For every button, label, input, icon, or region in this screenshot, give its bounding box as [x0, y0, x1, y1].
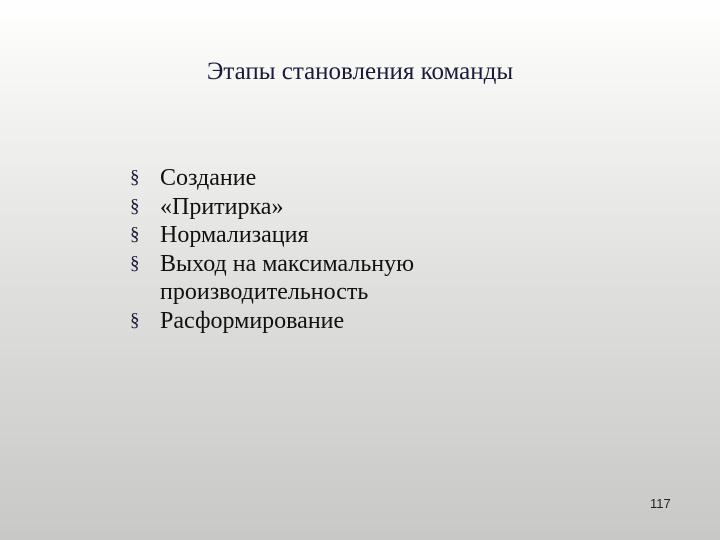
slide-title: Этапы становления команды [206, 58, 514, 85]
section-sign-bullet-icon: § [130, 252, 140, 274]
list-item [128, 164, 628, 193]
list-item-text: «Притирка» [160, 193, 284, 220]
list-item [128, 221, 628, 250]
list-item [128, 193, 628, 222]
page-number: 117 [650, 496, 671, 511]
list-item [128, 307, 628, 336]
list-item-text: Нормализация [160, 222, 309, 248]
list-item-text: Выход на максимальную производительность [160, 250, 415, 305]
bullet-list [128, 164, 628, 335]
list-item [128, 250, 628, 307]
section-sign-bullet-icon: § [130, 195, 140, 217]
section-sign-bullet-icon: § [130, 167, 140, 188]
section-sign-bullet-icon: § [130, 224, 140, 245]
list-item-text: Расформирование [160, 307, 345, 334]
list-item-text: Создание [160, 165, 257, 191]
section-sign-bullet-icon: § [130, 309, 140, 331]
